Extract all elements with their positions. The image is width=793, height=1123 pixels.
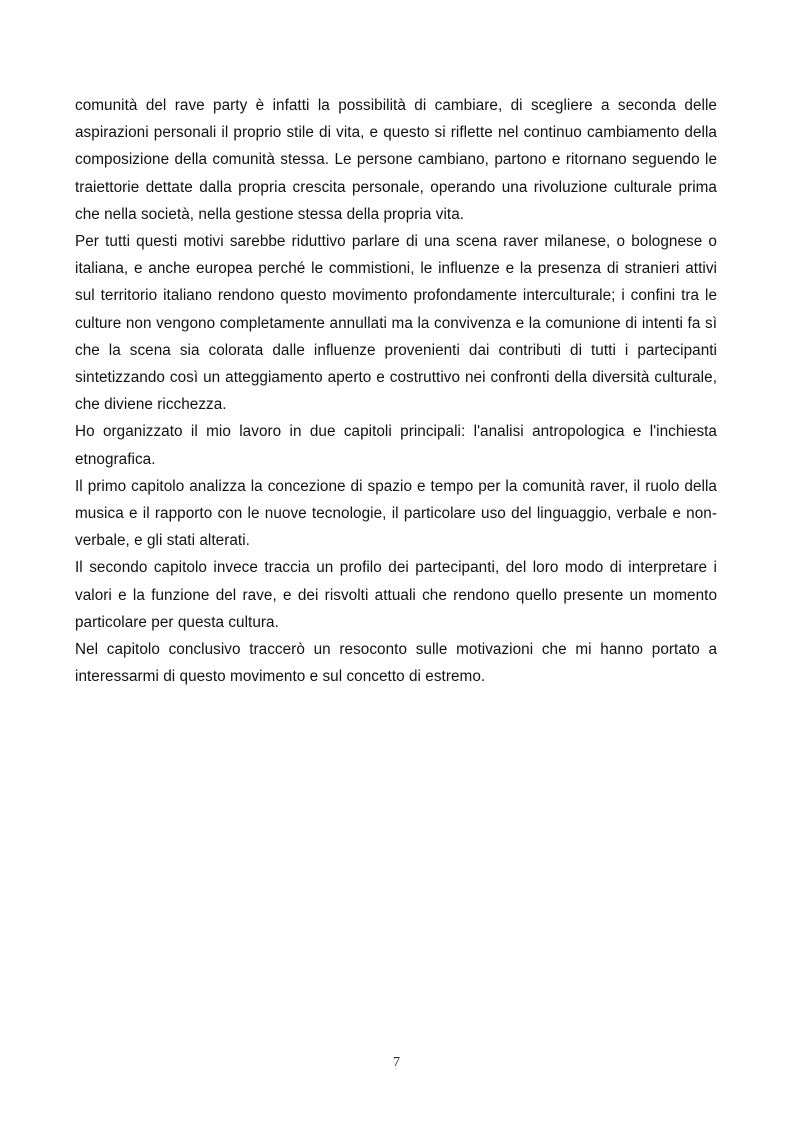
paragraph-conclusion: Nel capitolo conclusivo traccerò un resoconto sulle motivazioni che mi hanno portato a interessarmi di questo movimento e sul concetto di estremo.: [75, 641, 717, 686]
page-number: 7: [393, 1055, 400, 1070]
paragraph-second-chapter: Il secondo capitolo invece traccia un profilo dei partecipanti, del loro modo di interpretare i valori e la funzione del rave, e dei risvolti attuali che rendono quello presente un momento particolare per questa cultura.: [75, 559, 717, 631]
paragraph-interculturality: Per tutti questi motivi sarebbe riduttivo parlare di una scena raver milanese, o bolognese o italiana, e anche europea perché le commistioni, le influenze e la presenza di stranieri attivi sul territorio italiano rendono questo movimento profondamente interculturale; i confini tra le culture non vengono completamente annullati ma la convivenza e la comunione di intenti fa sì che la scena sia colorata dalle influenze provenienti dai contributi di tutti i partecipanti sintetizzando così un atteggiamento aperto e costruttivo nei confronti della diversità culturale, che diviene ricchezza.: [75, 233, 717, 414]
paragraph-continuation: comunità del rave party è infatti la possibilità di cambiare, di scegliere a seconda delle aspirazioni personali il proprio stile di vita, e questo si riflette nel continuo cambiamento della composizione della comunità stessa. Le persone cambiano, partono e ritornano seguendo le traiettorie dettate dalla propria crescita personale, operando una rivoluzione culturale prima che nella società, nella gestione stessa della propria vita.: [75, 97, 717, 223]
body-text: [75, 92, 717, 690]
paragraph-first-chapter: Il primo capitolo analizza la concezione di spazio e tempo per la comunità raver, il ruolo della musica e il rapporto con le nuove tecnologie, il particolare uso del linguaggio, verbale e non-verbale, e gli stati alterati.: [75, 477, 717, 550]
paragraph-work-structure: Ho organizzato il mio lavoro in due capitoli principali: l'analisi antropologica e l'inchiesta etnografica.: [75, 423, 717, 468]
